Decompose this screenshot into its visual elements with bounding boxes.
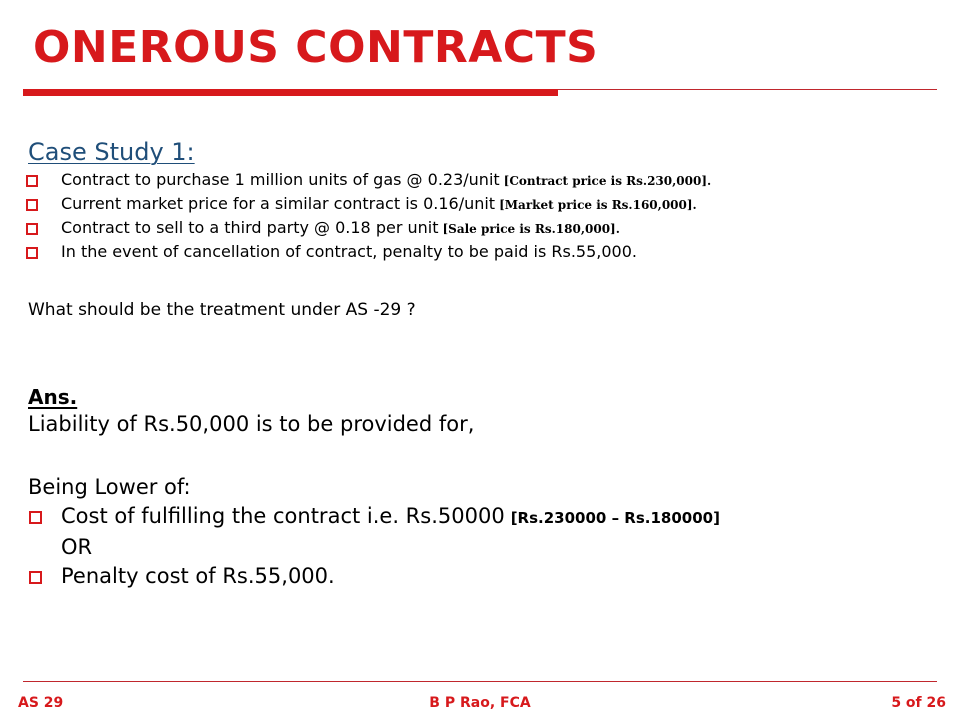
list-item	[26, 240, 711, 264]
answer-label: Ans.	[28, 385, 78, 409]
case-facts-list	[26, 168, 711, 264]
fact-note: [Sale price is Rs.180,000].	[442, 222, 620, 236]
answer-text: Liability of Rs.50,000 is to be provided for,	[28, 412, 475, 436]
or-connector: OR	[61, 535, 93, 559]
fact-note: [Contract price is Rs.230,000].	[503, 174, 712, 188]
list-item	[26, 168, 711, 192]
slide-title: ONEROUS CONTRACTS	[33, 22, 599, 73]
answer-options-list	[28, 502, 720, 591]
list-item	[26, 216, 711, 240]
case-question: What should be the treatment under AS -29 ?	[28, 300, 416, 320]
square-bullet-icon	[26, 175, 38, 187]
fact-note: [Market price is Rs.160,000].	[499, 198, 697, 212]
footer-author: B P Rao, FCA	[429, 695, 531, 711]
lower-of-heading: Being Lower of:	[28, 475, 191, 499]
fact-text: Contract to sell to a third party @ 0.18 per unit	[61, 218, 439, 237]
slide-number: 5 of 26	[891, 695, 946, 711]
case-study-title: Case Study 1:	[28, 138, 195, 166]
option-text: Penalty cost of Rs.55,000.	[61, 564, 335, 588]
square-bullet-icon	[26, 223, 38, 235]
square-bullet-icon	[26, 199, 38, 211]
title-accent-bar	[23, 89, 558, 96]
option-note: [Rs.230000 – Rs.180000]	[510, 509, 720, 527]
option-text: Cost of fulfilling the contract i.e. Rs.50000	[61, 504, 505, 528]
square-bullet-icon	[29, 511, 42, 524]
footer-topic: AS 29	[18, 695, 64, 711]
footer-divider	[23, 681, 937, 682]
list-item	[26, 192, 711, 216]
list-item	[28, 502, 720, 562]
square-bullet-icon	[26, 247, 38, 259]
fact-text: Current market price for a similar contract is 0.16/unit	[61, 194, 496, 213]
list-item	[28, 562, 720, 591]
fact-text: Contract to purchase 1 million units of gas @ 0.23/unit	[61, 170, 500, 189]
fact-text: In the event of cancellation of contract, penalty to be paid is Rs.55,000.	[61, 242, 637, 261]
square-bullet-icon	[29, 571, 42, 584]
